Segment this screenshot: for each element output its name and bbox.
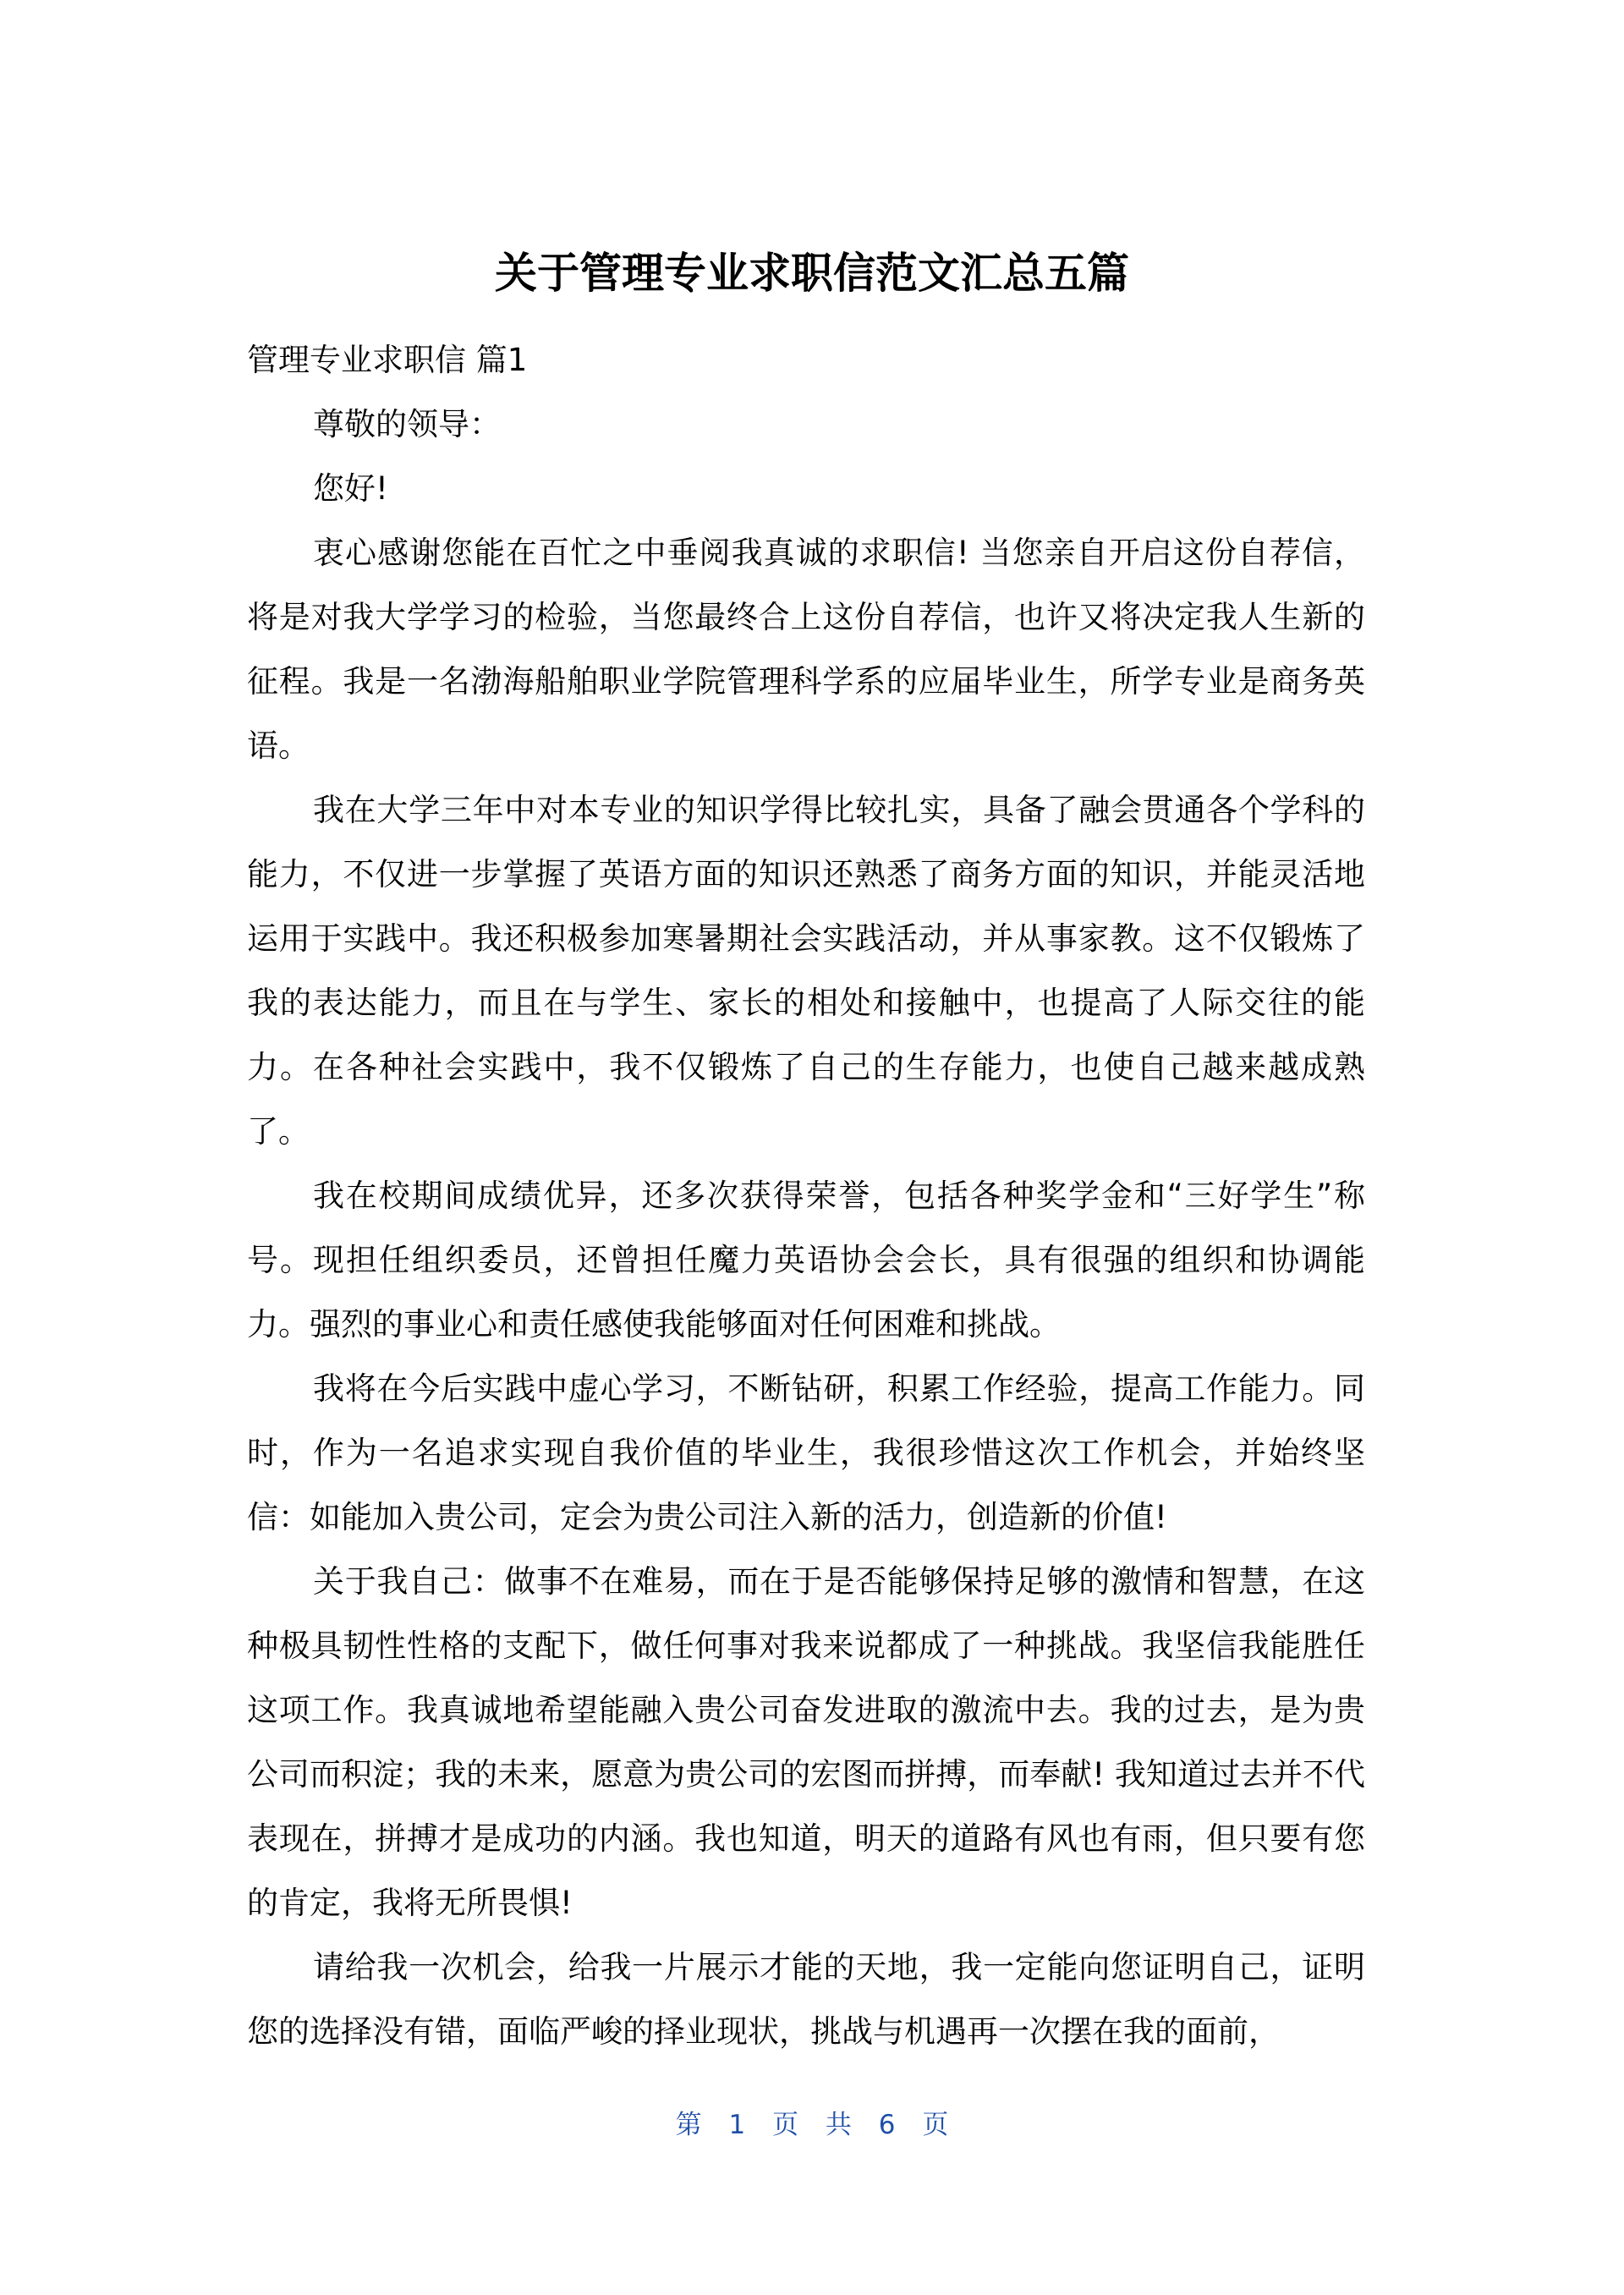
paragraph: 我在大学三年中对本专业的知识学得比较扎实，具备了融会贯通各个学科的能力，不仅进一步掌握了英语方面的知识还熟悉了商务方面的知识，并能灵活地运用于实践中。我还积极参加寒暑期社会实践活动，并从事家教。这不仅锻炼了我的表达能力，而且在与学生、家长的相处和接触中，也提高了人际交往的能力。在各种社会实践中，我不仅锻炼了自己的生存能力，也使自己越来越成熟了。 [247, 792, 1365, 1150]
paragraph: 请给我一次机会，给我一片展示才能的天地，我一定能向您证明自己，证明您的选择没有错，面临严峻的择业现状，挑战与机遇再一次摆在我的面前， [247, 1949, 1365, 2050]
paragraph: 我在校期间成绩优异，还多次获得荣誉，包括各种奖学金和“三好学生”称号。现担任组织委员，还曾担任魔力英语协会会长，具有很强的组织和协调能力。强烈的事业心和责任感使我能够面对任何困难和挑战。 [247, 1178, 1365, 1342]
paragraph: 我将在今后实践中虚心学习，不断钻研，积累工作经验，提高工作能力。同时，作为一名追求实现自我价值的毕业生，我很珍惜这次工作机会，并始终坚信：如能加入贵公司，定会为贵公司注入新的活力，创造新的价值! [247, 1370, 1365, 1535]
document-title: 关于管理专业求职信范文汇总五篇 [495, 249, 1129, 298]
paragraph: 衷心感谢您能在百忙之中垂阅我真诚的求职信! 当您亲自开启这份自荐信，将是对我大学学习的检验，当您最终合上这份自荐信，也许又将决定我人生新的征程。我是一名渤海船舶职业学院管理科学系的应届毕业生，所学专业是商务英语。 [247, 535, 1365, 764]
greeting: 您好! [313, 470, 388, 507]
salutation: 尊敬的领导： [313, 406, 501, 442]
document-body [247, 328, 1365, 2064]
paragraph: 关于我自己：做事不在难易，而在于是否能够保持足够的激情和智慧，在这种极具韧性性格的支配下，做任何事对我来说都成了一种挑战。我坚信我能胜任这项工作。我真诚地希望能融入贵公司奋发进取的激流中去。我的过去，是为贵公司而积淀；我的未来，愿意为贵公司的宏图而拼搏，而奉献! 我知道过去并不代表现在，拼搏才是成功的内涵。我也知道，明天的道路有风也有雨，但只要有您的肯定，我将无所畏惧! [247, 1563, 1365, 1921]
page-number-footer: 第 1 页 共 6 页 [675, 2110, 949, 2140]
section-heading: 管理专业求职信 篇1 [247, 342, 528, 378]
